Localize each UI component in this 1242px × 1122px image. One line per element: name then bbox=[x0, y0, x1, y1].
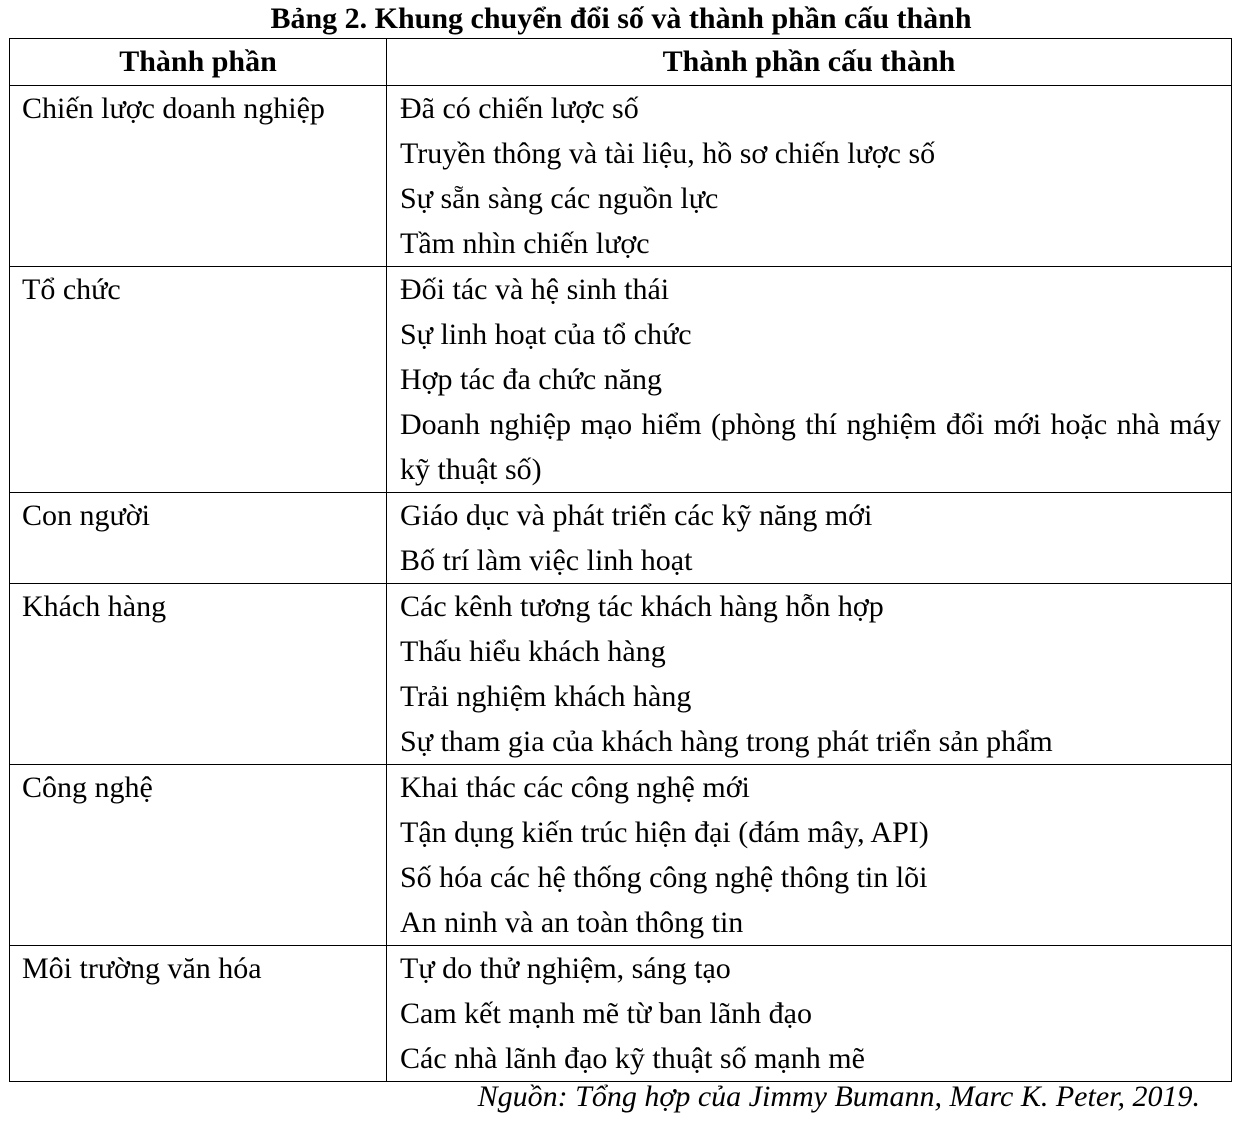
table-row bbox=[10, 765, 1232, 946]
component-cell bbox=[10, 86, 387, 267]
list-item: Truyền thông và tài liệu, hồ sơ chiến lược số bbox=[400, 137, 936, 170]
table-row bbox=[10, 493, 1232, 584]
list-item: Các kênh tương tác khách hàng hỗn hợp bbox=[400, 590, 884, 623]
list-item: Bố trí làm việc linh hoạt bbox=[400, 544, 693, 577]
list-item: Hợp tác đa chức năng bbox=[400, 363, 663, 396]
elements-cell bbox=[387, 267, 1232, 493]
table-row bbox=[10, 86, 1232, 267]
elements-cell bbox=[387, 493, 1232, 584]
list-item: Tận dụng kiến trúc hiện đại (đám mây, API) bbox=[400, 816, 929, 849]
component-label: Môi trường văn hóa bbox=[22, 952, 262, 985]
component-cell bbox=[10, 493, 387, 584]
list-item: Thấu hiểu khách hàng bbox=[400, 635, 666, 668]
list-item: Khai thác các công nghệ mới bbox=[400, 771, 750, 804]
table-row bbox=[10, 584, 1232, 765]
elements-cell bbox=[387, 946, 1232, 1082]
list-item: Sự linh hoạt của tổ chức bbox=[400, 318, 692, 351]
component-cell bbox=[10, 267, 387, 493]
component-label: Công nghệ bbox=[22, 771, 153, 804]
table-title: Bảng 2. Khung chuyển đổi số và thành phần cấu thành bbox=[270, 2, 972, 35]
header-elements: Thành phần cấu thành bbox=[387, 39, 1232, 86]
source-note: Nguồn: Tổng hợp của Jimmy Bumann, Marc K. Peter, 2019. bbox=[477, 1080, 1200, 1113]
elements-cell bbox=[387, 86, 1232, 267]
list-item: Sự tham gia của khách hàng trong phát triển sản phẩm bbox=[400, 725, 1053, 758]
component-cell bbox=[10, 584, 387, 765]
component-label: Tổ chức bbox=[22, 273, 121, 306]
list-item: An ninh và an toàn thông tin bbox=[400, 906, 744, 939]
elements-cell bbox=[387, 765, 1232, 946]
list-item: Tầm nhìn chiến lược bbox=[400, 227, 650, 260]
list-item: Số hóa các hệ thống công nghệ thông tin lõi bbox=[400, 861, 928, 894]
list-item: Trải nghiệm khách hàng bbox=[400, 680, 692, 713]
component-label: Chiến lược doanh nghiệp bbox=[22, 92, 325, 125]
list-item: Cam kết mạnh mẽ từ ban lãnh đạo bbox=[400, 997, 812, 1030]
list-item: Đã có chiến lược số bbox=[400, 92, 639, 125]
component-label: Khách hàng bbox=[22, 590, 167, 623]
header-component: Thành phần bbox=[10, 39, 387, 86]
list-item: Doanh nghiệp mạo hiểm (phòng thí nghiệm đổi mới hoặc nhà máy kỹ thuật số) bbox=[400, 408, 1221, 486]
component-cell bbox=[10, 765, 387, 946]
component-label: Con người bbox=[22, 499, 150, 532]
table-row bbox=[10, 267, 1232, 493]
header-row bbox=[10, 39, 1232, 86]
list-item: Giáo dục và phát triển các kỹ năng mới bbox=[400, 499, 873, 532]
framework-table bbox=[9, 38, 1232, 1082]
elements-cell bbox=[387, 584, 1232, 765]
component-cell bbox=[10, 946, 387, 1082]
list-item: Các nhà lãnh đạo kỹ thuật số mạnh mẽ bbox=[400, 1042, 865, 1075]
list-item: Tự do thử nghiệm, sáng tạo bbox=[400, 952, 731, 985]
list-item: Sự sẵn sàng các nguồn lực bbox=[400, 182, 719, 215]
table-row bbox=[10, 946, 1232, 1082]
list-item: Đối tác và hệ sinh thái bbox=[400, 273, 670, 306]
